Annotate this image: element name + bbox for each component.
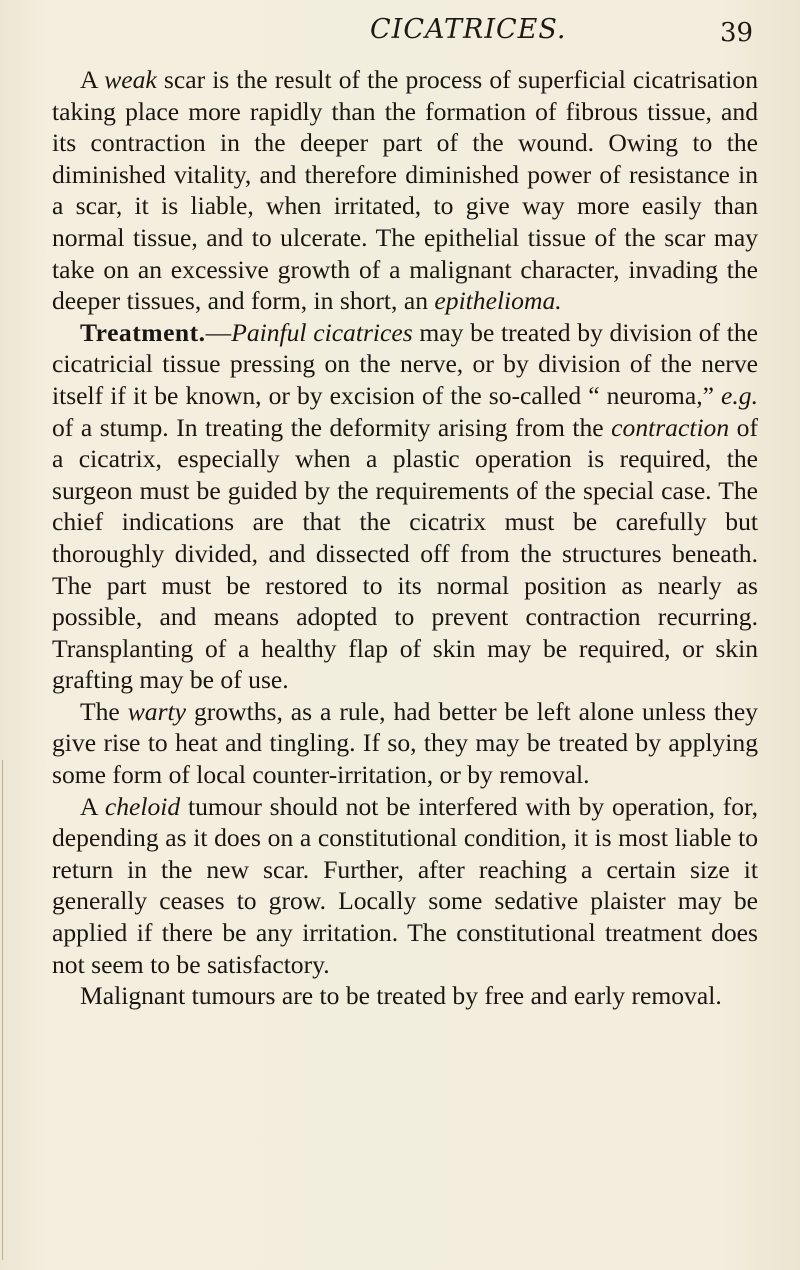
text-run: A [80, 791, 105, 821]
section-heading: Treatment. [80, 317, 206, 347]
page-number: 39 [720, 18, 754, 48]
paragraph-treatment [52, 317, 758, 696]
italic-run: weak [104, 65, 157, 94]
text-run: growths, as a rule, had better be left alone unless they give rise to heat and tingling. If so, they may be treated by applying some form of local counter-irritation, or by removal. [52, 696, 758, 790]
text-run: scar is the result of the process of superficial cicatrisation taking place more rapidly than the formation of fibrous tissue, and its contraction in the deeper part of the wound. Owing to the diminished vitality, and therefore diminished power of resistance in a scar, it is liable, when irritated, to give way more easily than normal tissue, and to ulcerate. The epithelial tissue of the scar may take on an excessive growth of a malignant character, invading the deeper tissues, and form, in short, an [52, 65, 758, 316]
paragraph-weak-scar [52, 64, 758, 317]
text-run: of a stump. In treating the deformity arising from the [52, 412, 612, 442]
page-header [0, 8, 800, 48]
running-title: CICATRICES. [370, 14, 567, 45]
italic-run: Painful cicatrices [231, 317, 413, 347]
page-edge-line [2, 760, 3, 1260]
text-run: tumour should not be interfered with by operation, for, depending as it does on a constitutional condition, it is most liable to return in the new scar. Further, after reaching a certain size it generally ceases to grow. Locally some sedative plaister may be applied if there be any irritation. The constitutional treatment does not seem to be satisfactory. [52, 791, 758, 979]
text-run: may be treated by division of the cicatricial tissue pressing on the nerve, or by division of the nerve itself if it be known, or by excision of the so-called “ neuroma,” [52, 317, 758, 410]
paragraph-malignant-tumours [52, 980, 758, 1012]
text-run: — [205, 317, 232, 347]
italic-run: contraction [611, 412, 730, 442]
body-text [52, 64, 758, 1012]
paragraph-warty-growths [52, 696, 758, 791]
text-run: of a cicatrix, especially when a plastic operation is required, the surgeon must be guided by the requirements of the special case. The chief indications are that the cicatrix must be carefully but thoroughly divided, and dissected off from the structures beneath. The part must be restored to its normal position as nearly as possible, and means adopted to prevent contraction recurring. Transplanting of a healthy flap of skin may be required, or skin grafting may be of use. [52, 412, 758, 695]
italic-run: epithelioma. [434, 286, 562, 316]
paragraph-cheloid [52, 791, 758, 981]
text-run: Malignant tumours are to be treated by free and early removal. [80, 981, 722, 1011]
italic-run: e.g. [721, 380, 758, 410]
italic-run: cheloid [104, 791, 181, 821]
italic-run: warty [127, 696, 187, 726]
text-run: A [80, 65, 105, 94]
text-run: The [80, 696, 128, 726]
